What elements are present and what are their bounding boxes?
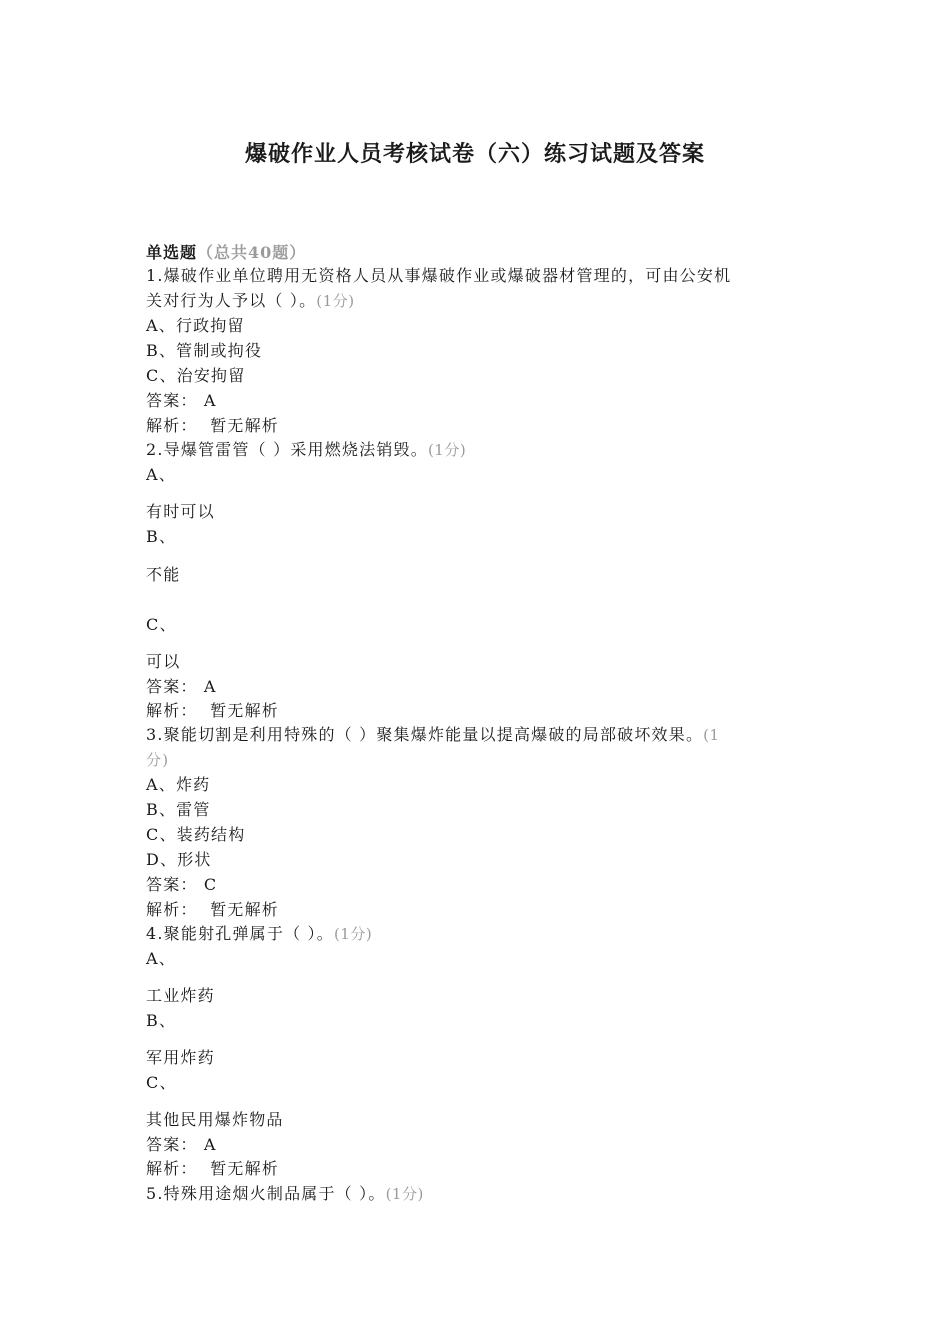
question-1-analysis: 解析： 暂无解析 — [146, 416, 279, 435]
question-2-answer: 答案： A — [146, 677, 217, 696]
question-4-option-c-text: 其他民用爆炸物品 — [146, 1110, 284, 1129]
question-4-option-c-letter: C、 — [146, 1073, 177, 1092]
question-4-option-b-text: 军用炸药 — [146, 1048, 215, 1067]
question-1-answer: 答案： A — [146, 391, 217, 410]
question-2-option-b-letter: B、 — [146, 527, 177, 546]
question-5-text: 5.特殊用途烟火制品属于（ ）。(1分) — [146, 1184, 424, 1203]
question-1-option-b: B、管制或拘役 — [146, 341, 263, 360]
question-3-analysis: 解析： 暂无解析 — [146, 900, 279, 919]
question-1-text-line1: 1.爆破作业单位聘用无资格人员从事爆破作业或爆破器材管理的，可由公安机 — [146, 266, 732, 285]
question-3-points-part2: 分) — [146, 751, 170, 769]
question-3-option-d: D、形状 — [146, 850, 212, 869]
question-2-analysis: 解析： 暂无解析 — [146, 701, 279, 720]
question-3-points-part1: (1 — [703, 726, 720, 744]
section-label: 单选题 — [146, 243, 198, 262]
question-1-points: (1分) — [316, 292, 355, 310]
question-3-option-c: C、装药结构 — [146, 825, 246, 844]
section-heading — [146, 240, 306, 263]
question-1-option-c: C、治安拘留 — [146, 366, 246, 385]
question-2-points: (1分) — [427, 441, 467, 459]
question-2-option-c-text: 可以 — [146, 652, 181, 671]
question-3-option-b: B、雷管 — [146, 800, 211, 819]
question-2-option-a-letter: A、 — [146, 465, 176, 484]
question-1-option-a: A、行政拘留 — [146, 316, 245, 335]
question-1-text-line2: 关对行为人予以（ ）。(1分) — [146, 291, 355, 310]
question-3-option-a: A、炸药 — [146, 775, 211, 794]
section-count: （总共40题） — [197, 243, 307, 262]
question-4-text: 4.聚能射孔弹属于（ ）。(1分) — [146, 924, 373, 943]
question-3-text: 3.聚能切割是利用特殊的（ ）聚集爆炸能量以提高爆破的局部破坏效果。(1 — [146, 725, 720, 744]
question-4-analysis: 解析： 暂无解析 — [146, 1159, 279, 1178]
question-5-points: (1分) — [385, 1185, 424, 1203]
question-4-option-a-text: 工业炸药 — [146, 986, 215, 1005]
question-2-option-b-text: 不能 — [146, 565, 181, 584]
question-4-option-b-letter: B、 — [146, 1011, 177, 1030]
question-3-answer: 答案： C — [146, 875, 218, 894]
question-4-option-a-letter: A、 — [146, 949, 176, 968]
question-2-option-a-text: 有时可以 — [146, 502, 215, 521]
question-4-answer: 答案： A — [146, 1135, 217, 1154]
question-4-points: (1分) — [333, 925, 373, 943]
document-title: 爆破作业人员考核试卷（六）练习试题及答案 — [244, 141, 705, 167]
question-2-text: 2.导爆管雷管（ ）采用燃烧法销毁。(1分) — [146, 440, 467, 459]
question-2-option-c-letter: C、 — [146, 615, 177, 634]
